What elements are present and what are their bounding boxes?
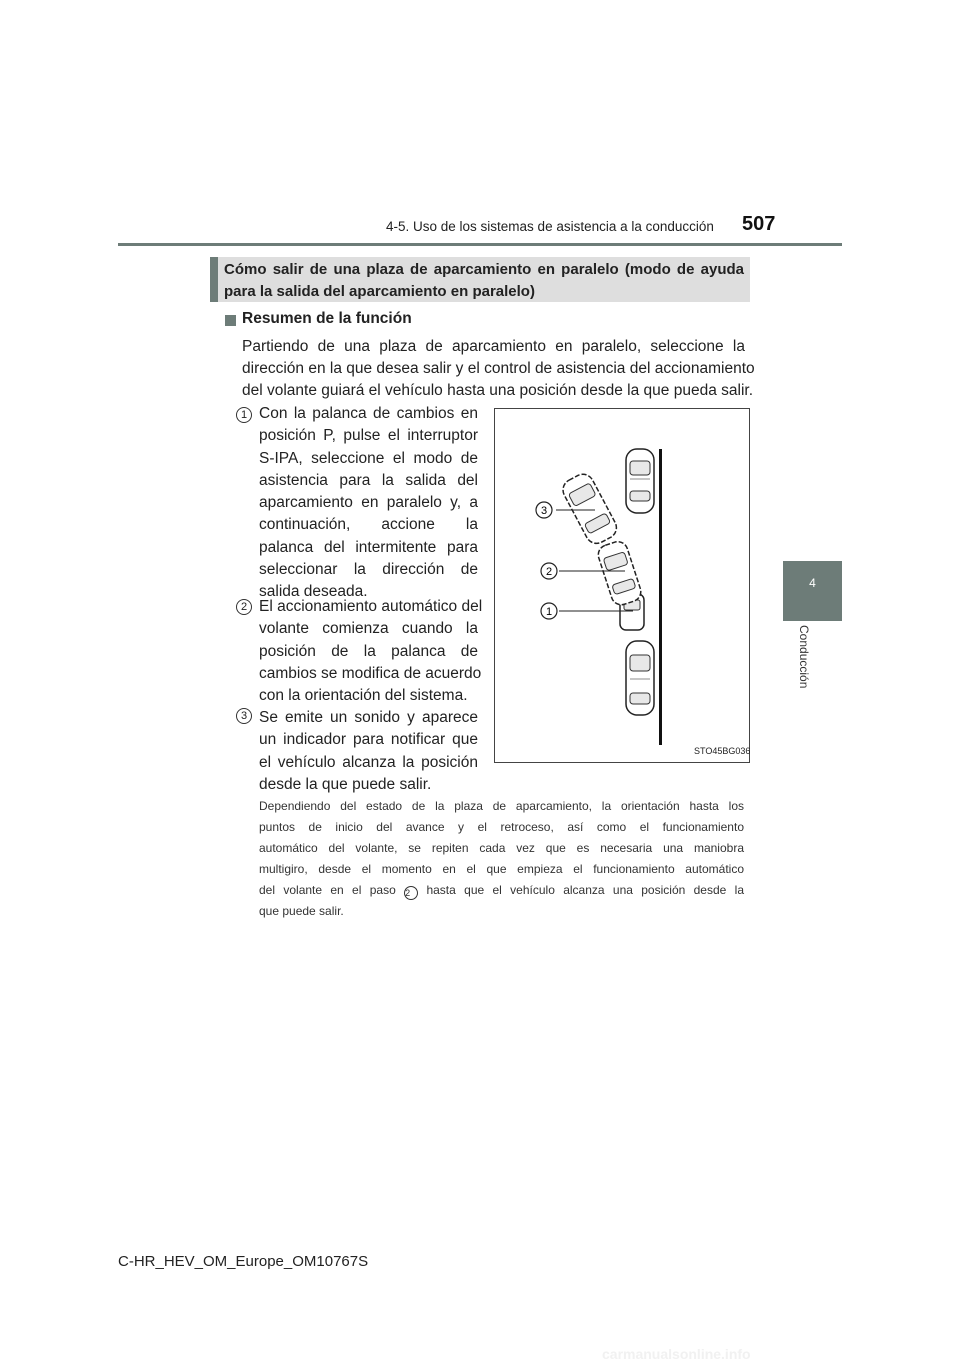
heading-line-2: para la salida del aparcamiento en paralelo) [224, 283, 535, 300]
section-title: 4-5. Uso de los sistemas de asistencia a la conducción [386, 219, 714, 234]
footer-doc-id: C-HR_HEV_OM_Europe_OM10767S [118, 1253, 369, 1270]
step-1-line: palanca del intermitente para [259, 539, 478, 556]
note-line: Dependiendo del estado de la plaza de aparcamiento, la orientación hasta los [259, 799, 744, 813]
page-number: 507 [742, 213, 776, 235]
sub-heading: Resumen de la función [242, 310, 412, 327]
step-2-line: volante comienza cuando la [259, 620, 478, 637]
intro-line: Partiendo de una plaza de aparcamiento en paralelo, seleccione la [242, 338, 745, 355]
note-line-with-step [259, 880, 744, 901]
callout-1 [541, 603, 633, 619]
vehicle-position-3-icon [559, 470, 620, 547]
step-1-line: seleccionar la dirección de [259, 561, 478, 578]
step-1-line: asistencia para la salida del [259, 472, 478, 489]
square-bullet-icon [225, 315, 236, 326]
step-1-line: S-IPA, seleccione el modo de [259, 450, 478, 467]
step-1-line: salida deseada. [259, 583, 368, 600]
note-text-after: hasta que el vehículo alcanza una posición desde la [426, 883, 744, 897]
watermark: carmanualsonline.info [602, 1346, 751, 1362]
step-1-line: Con la palanca de cambios en [259, 405, 478, 422]
header-rule [118, 243, 842, 246]
note-line: multigiro, desde el momento en el que empieza el funcionamiento automático [259, 862, 744, 876]
step-3-line: Se emite un sonido y aparece [259, 709, 478, 726]
intro-line: del volante guiará el vehículo hasta una posición desde la que pueda salir. [242, 382, 754, 399]
step-2-marker: 2 [236, 599, 252, 615]
step-1-line: aparcamiento en paralelo y, a [259, 494, 478, 511]
note-line: automático del volante, se repiten cada vez que es necesaria una maniobra [259, 841, 744, 855]
chapter-number: 4 [809, 576, 816, 590]
parking-illustration [495, 409, 749, 762]
inline-step-marker: 2 [404, 886, 418, 900]
note-text-before: del volante en el paso [259, 883, 396, 897]
svg-text:2: 2 [545, 566, 553, 578]
parking-figure [494, 408, 750, 763]
step-3-line: un indicador para notificar que [259, 731, 478, 748]
step-2-line: con la orientación del sistema. [259, 687, 468, 704]
parked-car-front-icon [626, 449, 654, 513]
heading-line-1: Cómo salir de una plaza de aparcamiento en paralelo (modo de ayuda [224, 261, 744, 278]
step-1-line: continuación, accione la [259, 516, 478, 533]
step-3-line: desde la que puede salir. [259, 776, 432, 793]
note-line: puntos de inicio del avance y el retroceso, así como el funcionamiento [259, 820, 744, 834]
chapter-tab [783, 561, 842, 621]
step-3-line: el vehículo alcanza la posición [259, 754, 478, 771]
svg-text:3: 3 [540, 505, 548, 517]
curb-line [659, 449, 662, 745]
step-2-line: posición de la palanca de [259, 643, 478, 660]
step-1-line: posición P, pulse el interruptor [259, 427, 478, 444]
step-1-marker: 1 [236, 407, 252, 423]
step-2-line: El accionamiento automático del [259, 598, 483, 615]
step-2-line: cambios se modifica de acuerdo [259, 665, 482, 682]
figure-code: STO45BG036 [694, 746, 751, 756]
svg-text:1: 1 [545, 606, 553, 618]
step-3-marker: 3 [236, 708, 252, 724]
parked-car-rear-icon [626, 641, 654, 715]
chapter-label: Conducción [797, 625, 811, 689]
vehicle-position-2-icon [596, 539, 644, 607]
note-line: que puede salir. [259, 904, 344, 918]
intro-line: dirección en la que desea salir y el control de asistencia del accionamiento [242, 360, 755, 377]
